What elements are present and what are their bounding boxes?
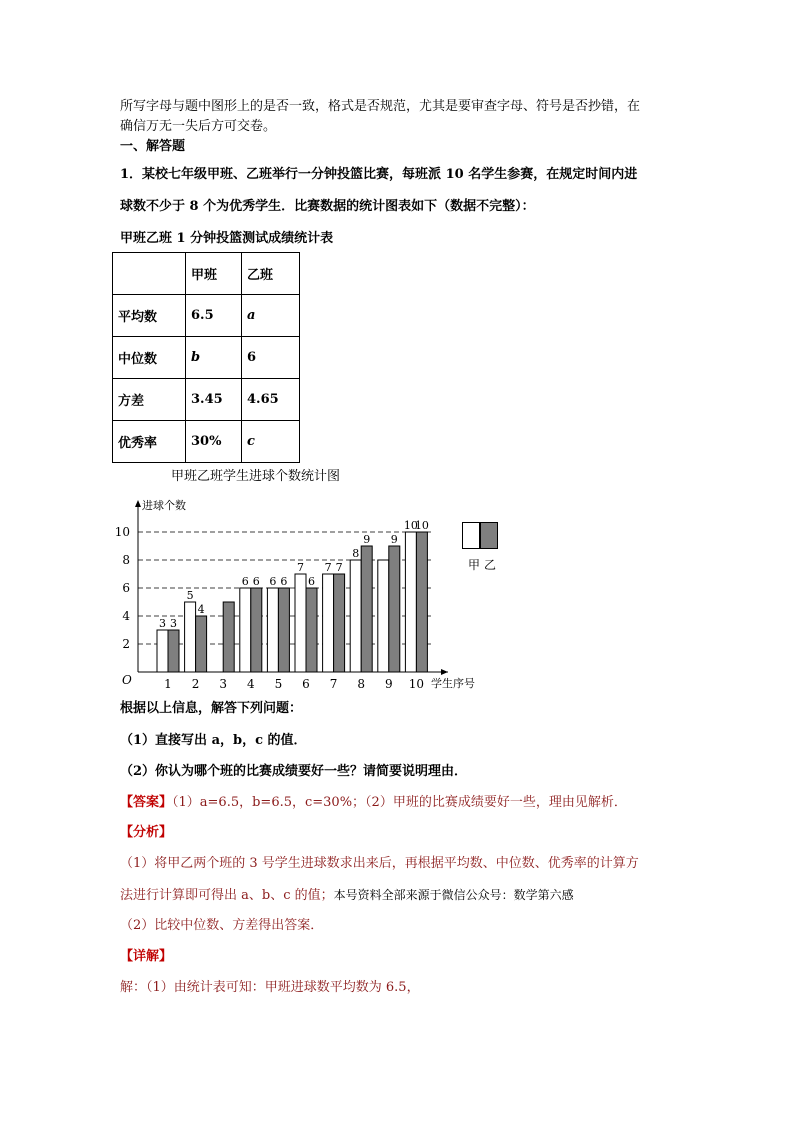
bar-jia [240, 588, 251, 672]
x-tick-label: 6 [302, 677, 310, 691]
data-label: 10 [403, 519, 418, 532]
x-axis-label: 学生序号 [431, 677, 475, 690]
detail-tag: 【详解】 [120, 949, 173, 964]
analysis-line-3: （2）比较中位数、方差得出答案． [120, 918, 324, 933]
data-label: 7 [324, 561, 332, 574]
y-tick-label: 10 [114, 525, 130, 539]
data-label: 6 [241, 575, 249, 588]
y-tick-label: 8 [122, 553, 130, 567]
answer-text: （1）a=6.5，b=6.5，c=30%；（2）甲班的比赛成绩要好一些，理由见解析． [172, 795, 627, 810]
table-row [113, 421, 300, 463]
intro-line-1: 所写字母与题中图形上的是否一致，格式是否规范，尤其是要审查字母、符号是否抄错，在 [120, 99, 641, 114]
bar-yi [416, 532, 427, 672]
x-tick-label: 8 [357, 677, 366, 691]
data-label: 6 [308, 575, 315, 588]
y-tick-label: 6 [122, 581, 130, 595]
sub-question-2: （2）你认为哪个班的比赛成绩要好一些？请简要说明理由． [120, 764, 468, 779]
bar-jia [267, 588, 278, 672]
data-label: 10 [414, 519, 429, 532]
detail-line-1: 解：（1）由统计表可知：甲班进球数平均数为 6.5， [120, 980, 420, 995]
bar-jia [378, 560, 389, 672]
bar-jia [295, 574, 306, 672]
table-cell: 30% [186, 421, 242, 463]
data-label: 3 [159, 617, 166, 630]
answer-tag: 【答案】 [120, 795, 173, 810]
data-label: 6 [252, 575, 260, 588]
x-tick-label: 4 [246, 677, 255, 691]
data-label: 9 [363, 533, 371, 546]
section-title: 一、解答题 [120, 139, 186, 154]
table-cell [113, 253, 186, 295]
data-label: 8 [352, 547, 360, 560]
x-tick-label: 7 [329, 677, 338, 691]
analysis-line-2 [120, 887, 574, 904]
x-tick-label: 1 [164, 677, 172, 691]
data-label: 6 [269, 575, 277, 588]
bar-jia [185, 602, 196, 672]
data-label: 6 [280, 575, 288, 588]
table-cell: 6.5 [186, 295, 242, 337]
table-cell: 4.65 [242, 379, 300, 421]
data-label: 9 [390, 533, 398, 546]
bar-jia [405, 532, 416, 672]
table-cell: 6 [242, 337, 300, 379]
bar-chart [108, 492, 488, 698]
table-row [113, 295, 300, 337]
stats-table [112, 252, 300, 463]
bar-yi [278, 588, 289, 672]
data-label: 3 [170, 617, 177, 630]
analysis-tag: 【分析】 [120, 825, 173, 840]
origin-label: O [122, 673, 132, 687]
table-row [113, 379, 300, 421]
sub-question-1: （1）直接写出 a，b，c 的值． [120, 733, 307, 748]
x-tick-label: 9 [384, 677, 393, 691]
bar-jia [323, 574, 334, 672]
table-title: 甲班乙班 1 分钟投篮测试成绩统计表 [120, 231, 334, 246]
intro-line-2: 确信万无一失后方可交卷。 [120, 119, 277, 134]
x-axis-arrow [441, 669, 448, 675]
data-label: 4 [197, 603, 205, 616]
table-header-jia: 甲班 [186, 253, 242, 295]
table-header-row [113, 253, 300, 295]
analysis-text: 法进行计算即可得出 a、b、c 的值； [120, 888, 334, 903]
table-cell: a [242, 295, 300, 337]
bar-yi [334, 574, 345, 672]
table-cell: 3.45 [186, 379, 242, 421]
x-tick-label: 10 [408, 677, 425, 691]
legend-label-yi: 乙 [484, 558, 497, 572]
table-cell: 中位数 [113, 337, 186, 379]
y-axis-arrow [135, 500, 141, 507]
table-cell: 方差 [113, 379, 186, 421]
bar-yi [389, 546, 400, 672]
bar-yi [223, 602, 234, 672]
table-cell: b [186, 337, 242, 379]
y-tick-label: 4 [122, 609, 130, 623]
answer-line [120, 795, 627, 811]
bar-yi [361, 546, 372, 672]
bar-yi [306, 588, 317, 672]
legend-swatch-yi [480, 522, 498, 549]
table-row [113, 337, 300, 379]
info-line: 根据以上信息，解答下列问题： [120, 701, 303, 716]
legend-label-jia: 甲 [468, 558, 481, 572]
data-label: 7 [335, 561, 343, 574]
bar-yi [196, 616, 207, 672]
question-line-2: 球数不少于 8 个为优秀学生．比赛数据的统计图表如下（数据不完整）： [120, 199, 535, 214]
chart-title: 甲班乙班学生进球个数统计图 [171, 469, 341, 484]
legend-swatch-jia [462, 522, 480, 549]
data-label: 7 [297, 561, 304, 574]
table-cell: c [242, 421, 300, 463]
table-cell: 平均数 [113, 295, 186, 337]
bar-jia [350, 560, 361, 672]
table-cell: 优秀率 [113, 421, 186, 463]
y-tick-label: 2 [122, 637, 130, 651]
bar-yi [251, 588, 262, 672]
source-note: 本号资料全部来源于微信公众号：数学第六感 [333, 888, 574, 902]
question-line-1: 1．某校七年级甲班、乙班举行一分钟投篮比赛，每班派 10 名学生参赛，在规定时间内进 [120, 167, 638, 182]
bar-yi [168, 630, 179, 672]
x-tick-label: 3 [219, 677, 228, 691]
data-label: 5 [186, 589, 194, 602]
x-tick-label: 2 [191, 677, 200, 691]
table-header-yi: 乙班 [242, 253, 300, 295]
bar-jia [157, 630, 168, 672]
x-tick-label: 5 [274, 677, 283, 691]
y-axis-label: 进球个数 [142, 499, 186, 512]
analysis-line-1: （1）将甲乙两个班的 3 号学生进球数求出来后，再根据平均数、中位数、优秀率的计算方 [120, 856, 639, 871]
